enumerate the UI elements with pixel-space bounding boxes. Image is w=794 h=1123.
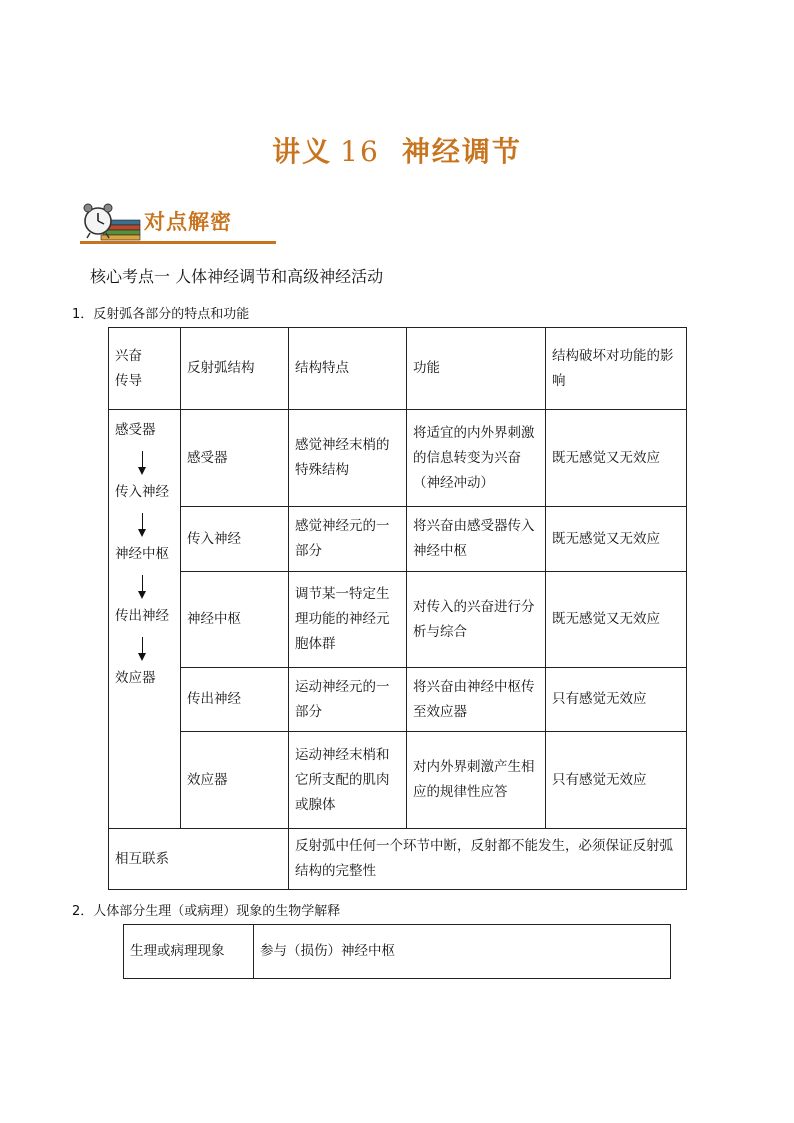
table-row — [109, 668, 687, 732]
structure-cell: 感受器 — [181, 410, 289, 507]
table-row — [109, 572, 687, 668]
header-conduction-line2: 传导 — [115, 372, 142, 389]
feature-cell: 运动神经元的一部分 — [289, 668, 407, 732]
function-cell: 将兴奋由感受器传入神经中枢 — [407, 507, 546, 572]
function-cell: 将兴奋由神经中枢传至效应器 — [407, 668, 546, 732]
relation-label-cell: 相互联系 — [109, 829, 289, 890]
feature-cell: 感觉神经末梢的特殊结构 — [289, 410, 407, 507]
header-cell-structure: 反射弧结构 — [181, 328, 289, 410]
down-arrow-icon — [115, 567, 175, 604]
header-conduction-line1: 兴奋 — [115, 347, 142, 364]
item2-heading: 2．人体部分生理（或病理）现象的生物学解释 — [72, 904, 341, 919]
header-cell-phenomenon: 生理或病理现象 — [124, 925, 254, 979]
feature-cell: 感觉神经元的一部分 — [289, 507, 407, 572]
feature-cell: 运动神经末梢和它所支配的肌肉或腺体 — [289, 732, 407, 829]
down-arrow-icon — [115, 629, 175, 666]
header-cell-nerve-center: 参与（损伤）神经中枢 — [254, 925, 671, 979]
function-cell: 对传入的兴奋进行分析与综合 — [407, 572, 546, 668]
down-arrow-icon — [115, 505, 175, 542]
function-cell: 将适宜的内外界刺激的信息转变为兴奋（神经冲动） — [407, 410, 546, 507]
relation-text-cell: 反射弧中任何一个环节中断，反射都不能发生，必须保证反射弧结构的完整性 — [289, 829, 687, 890]
damage-cell: 既无感觉又无效应 — [546, 572, 687, 668]
structure-cell: 神经中枢 — [181, 572, 289, 668]
table-header-row — [124, 925, 671, 979]
table-row — [109, 410, 687, 507]
header-cell-damage: 结构破坏对功能的影响 — [546, 328, 687, 410]
structure-cell: 效应器 — [181, 732, 289, 829]
function-cell: 对内外界刺激产生相应的规律性应答 — [407, 732, 546, 829]
alarm-clock-books-icon — [80, 200, 144, 242]
page-title — [0, 130, 794, 170]
header-cell-function: 功能 — [407, 328, 546, 410]
damage-cell: 只有感觉无效应 — [546, 732, 687, 829]
section-banner — [80, 200, 276, 246]
flow-step-effector: 效应器 — [115, 670, 156, 686]
header-cell-conduction — [109, 328, 181, 410]
table-row — [109, 829, 687, 890]
title-number: 16 — [340, 135, 380, 168]
item1-heading: 1．反射弧各部分的特点和功能 — [72, 307, 250, 322]
banner-label: 对点解密 — [144, 210, 232, 234]
section-heading: 核心考点一 人体神经调节和高级神经活动 — [90, 267, 384, 286]
title-topic: 神经调节 — [401, 135, 522, 168]
damage-cell: 既无感觉又无效应 — [546, 507, 687, 572]
flow-step-afferent: 传入神经 — [115, 484, 169, 500]
phenomena-table — [123, 924, 671, 979]
table-header-row — [109, 328, 687, 410]
title-prefix: 讲义 — [272, 135, 333, 168]
reflex-arc-table — [108, 327, 687, 890]
structure-cell: 传入神经 — [181, 507, 289, 572]
flow-step-receptor: 感受器 — [115, 422, 156, 438]
table-row — [109, 732, 687, 829]
flow-step-efferent: 传出神经 — [115, 608, 169, 624]
structure-cell: 传出神经 — [181, 668, 289, 732]
flow-step-center: 神经中枢 — [115, 546, 169, 562]
feature-cell: 调节某一特定生理功能的神经元胞体群 — [289, 572, 407, 668]
conduction-flow-cell — [109, 410, 181, 829]
table-row — [109, 507, 687, 572]
down-arrow-icon — [115, 443, 175, 480]
banner-underline — [80, 241, 276, 244]
header-cell-feature: 结构特点 — [289, 328, 407, 410]
damage-cell: 只有感觉无效应 — [546, 668, 687, 732]
damage-cell: 既无感觉又无效应 — [546, 410, 687, 507]
